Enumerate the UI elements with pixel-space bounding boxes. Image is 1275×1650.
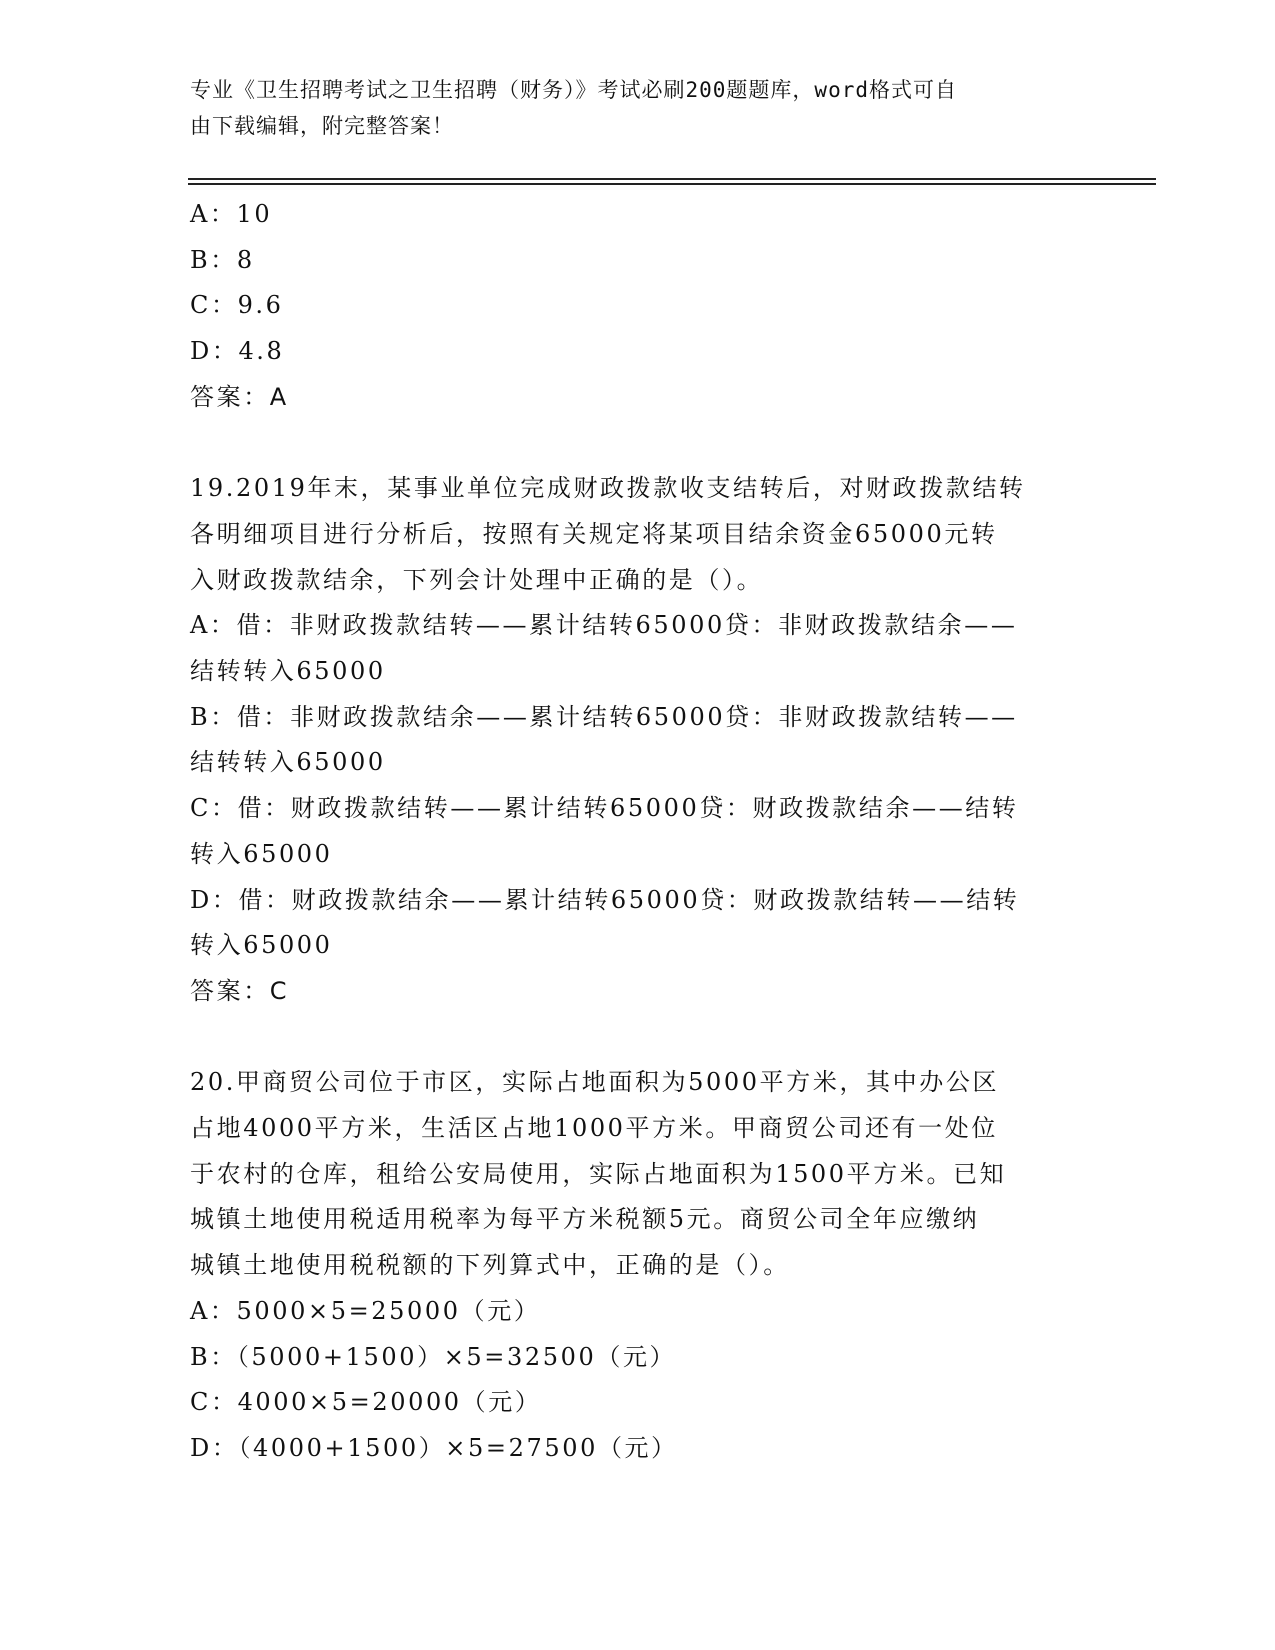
answer-line: 答案：C xyxy=(190,976,290,1005)
answer-line: 答案：A xyxy=(190,382,289,411)
question-20 xyxy=(190,1060,1090,1471)
option-d: D：4.8 xyxy=(190,337,285,366)
option-d: D：（4000+1500）×5=27500（元） xyxy=(190,1433,678,1462)
question-18 xyxy=(190,192,1090,421)
option-c: C：9.6 xyxy=(190,291,284,320)
question-stem-line: 20.甲商贸公司位于市区，实际占地面积为5000平方米，其中办公区 xyxy=(190,1068,1000,1097)
option-a: A：5000×5=25000（元） xyxy=(190,1296,541,1325)
option-b: B：（5000+1500）×5=32500（元） xyxy=(190,1342,677,1371)
option-c: C：4000×5=20000（元） xyxy=(190,1388,542,1417)
option-b: B：借：非财政拨款结余——累计结转65000贷：非财政拨款结转—— xyxy=(190,702,1018,731)
option-a: A：10 xyxy=(190,200,273,228)
question-stem-line: 入财政拨款结余，下列会计处理中正确的是（）。 xyxy=(190,565,764,594)
option-d-continued: 转入65000 xyxy=(190,931,333,960)
question-stem-line: 城镇土地使用税税额的下列算式中，正确的是（）。 xyxy=(190,1251,790,1280)
option-c: C：借：财政拨款结转——累计结转65000贷：财政拨款结余——结转 xyxy=(190,794,1019,823)
question-stem-line: 城镇土地使用税适用税率为每平方米税额5元。商贸公司全年应缴纳 xyxy=(190,1205,980,1234)
question-19 xyxy=(190,466,1090,1014)
question-stem-line: 于农村的仓库，租给公安局使用，实际占地面积为1500平方米。已知 xyxy=(190,1159,1007,1188)
document-header xyxy=(190,72,1090,144)
option-d: D：借：财政拨款结余——累计结转65000贷：财政拨款结转——结转 xyxy=(190,885,1020,914)
spacer xyxy=(190,1015,1090,1061)
question-stem-line: 各明细项目进行分析后，按照有关规定将某项目结余资金65000元转 xyxy=(190,519,998,548)
document-body xyxy=(190,192,1090,1472)
header-divider xyxy=(188,178,1156,180)
header-divider xyxy=(188,183,1156,185)
header-line: 专业《卫生招聘考试之卫生招聘（财务）》考试必刷200题题库，word格式可自 xyxy=(190,78,957,102)
question-stem-line: 占地4000平方米，生活区占地1000平方米。甲商贸公司还有一处位 xyxy=(190,1114,998,1143)
option-b-continued: 结转转入65000 xyxy=(190,748,386,777)
option-a-continued: 结转转入65000 xyxy=(190,657,386,686)
option-c-continued: 转入65000 xyxy=(190,839,333,868)
option-a: A：借：非财政拨款结转——累计结转65000贷：非财政拨款结余—— xyxy=(190,611,1018,640)
question-stem-line: 19.2019年末，某事业单位完成财政拨款收支结转后，对财政拨款结转 xyxy=(190,474,1026,503)
header-line: 由下载编辑，附完整答案！ xyxy=(190,114,454,138)
option-b: B：8 xyxy=(190,245,255,274)
spacer xyxy=(190,421,1090,467)
